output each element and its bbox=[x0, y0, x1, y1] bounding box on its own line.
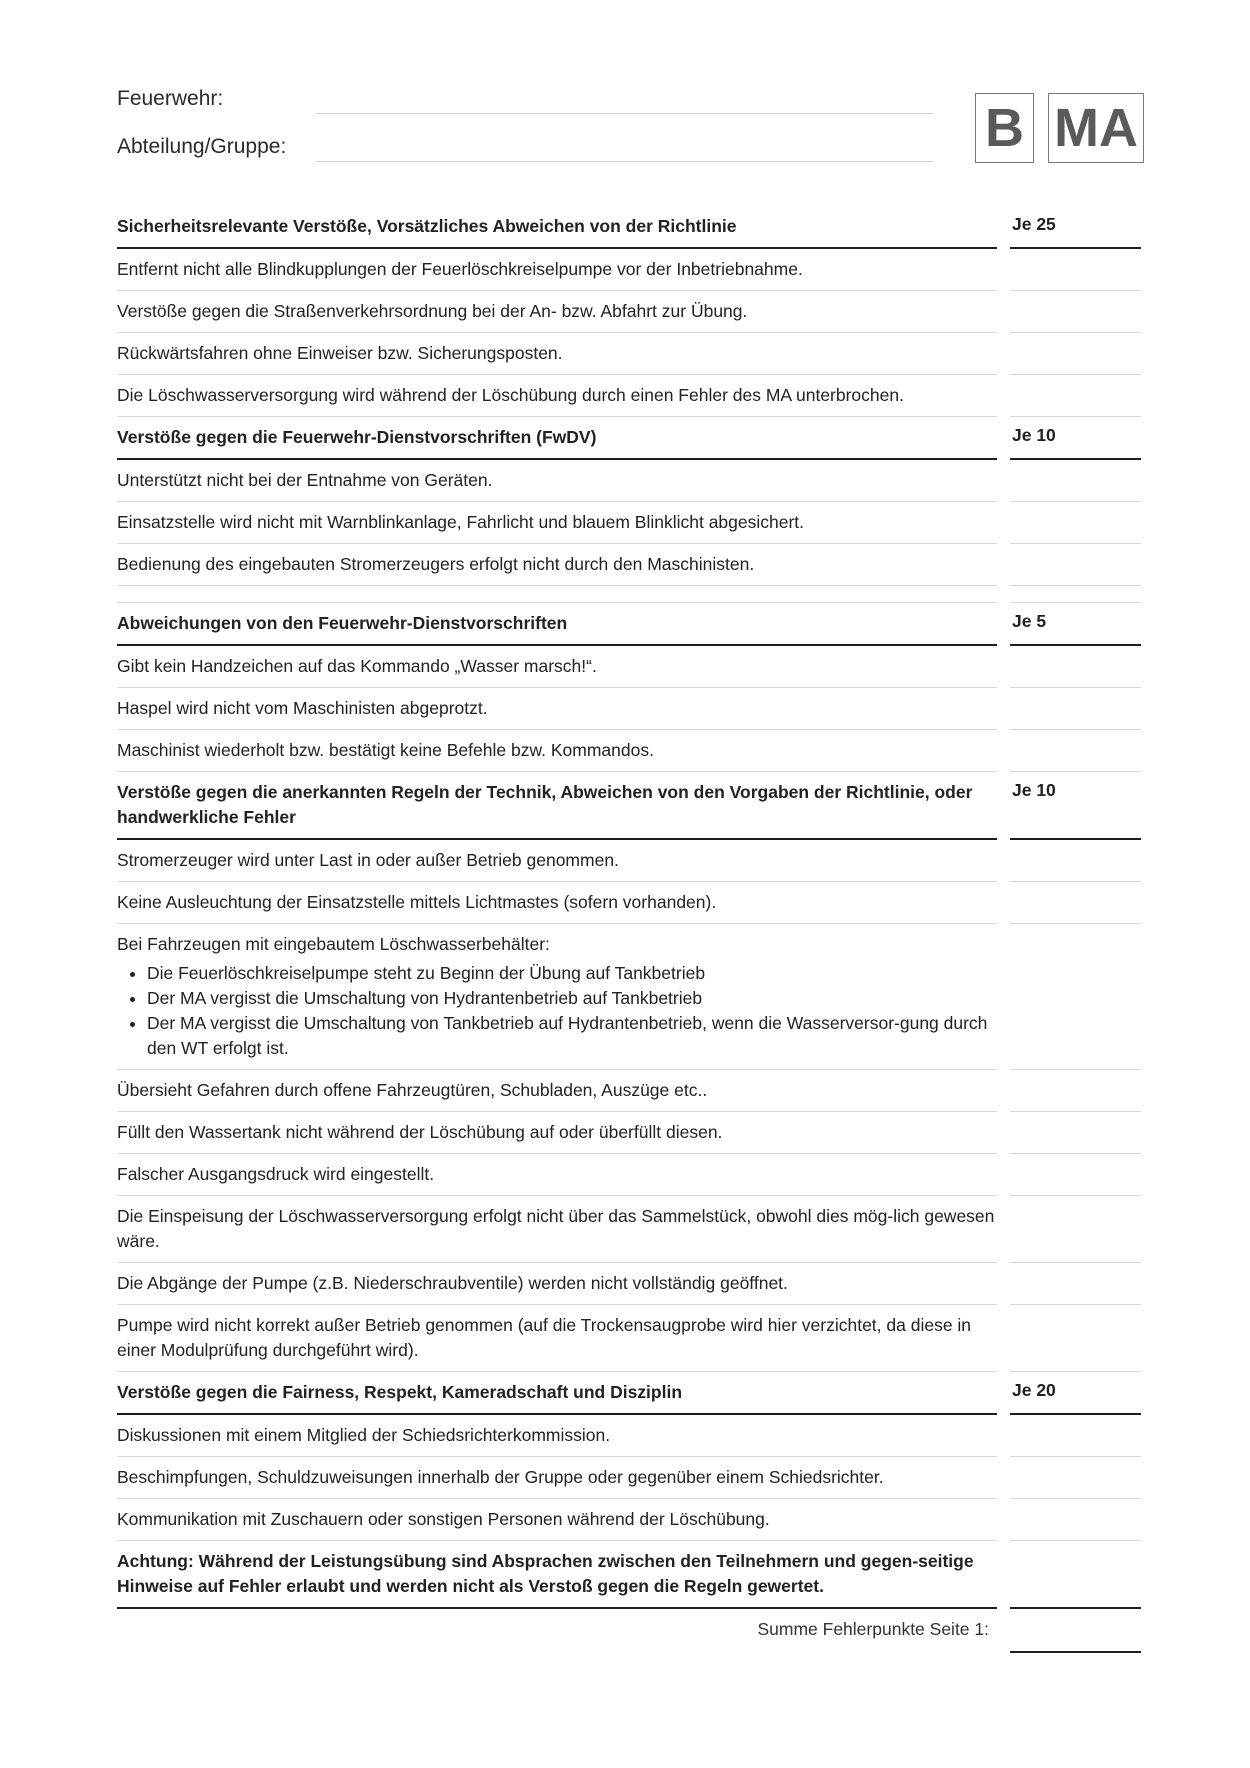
points-per-error: Je 5 bbox=[1012, 611, 1047, 631]
criterion-cell bbox=[117, 291, 997, 333]
group-field[interactable] bbox=[316, 161, 933, 162]
criterion-row bbox=[117, 460, 1141, 502]
criterion-row bbox=[117, 688, 1141, 730]
criterion-text: Stromerzeuger wird unter Last in oder außer Betrieb genommen. bbox=[117, 850, 619, 870]
points-header-cell bbox=[1010, 772, 1141, 840]
criterion-cell bbox=[117, 840, 997, 882]
criterion-row bbox=[117, 646, 1141, 688]
fire-department-field[interactable] bbox=[316, 113, 933, 114]
badge-ma: MA bbox=[1048, 93, 1144, 163]
points-header-cell bbox=[1010, 1372, 1141, 1415]
criterion-cell bbox=[117, 1263, 997, 1305]
criterion-text: Rückwärtsfahren ohne Einweiser bzw. Sicherungsposten. bbox=[117, 343, 563, 363]
bullet-item: • Der MA vergisst die Umschaltung von Hydrantenbetrieb auf Tankbetrieb bbox=[147, 986, 997, 1011]
section-header bbox=[117, 206, 1141, 249]
points-per-error: Je 10 bbox=[1012, 780, 1056, 800]
sum-row bbox=[117, 1609, 1141, 1653]
section-header bbox=[117, 417, 1141, 460]
bullet-item: • Die Feuerlöschkreiselpumpe steht zu Beginn der Übung auf Tankbetrieb bbox=[147, 961, 997, 986]
criterion-text: Die Abgänge der Pumpe (z.B. Niederschraubventile) werden nicht vollständig geöffnet. bbox=[117, 1273, 788, 1293]
criterion-text: Pumpe wird nicht korrekt außer Betrieb genommen (auf die Trockensaugprobe wird hier verzichtet, da diese in einer Modulprüfung durchgeführt wird). bbox=[117, 1315, 972, 1360]
criterion-text: Bedienung des eingebauten Stromerzeugers erfolgt nicht durch den Maschinisten. bbox=[117, 554, 755, 574]
error-points-field[interactable] bbox=[1010, 840, 1141, 882]
criterion-row bbox=[117, 249, 1141, 291]
criterion-text: Haspel wird nicht vom Maschinisten abgeprotzt. bbox=[117, 698, 488, 718]
criterion-row bbox=[117, 1415, 1141, 1457]
criterion-row bbox=[117, 1070, 1141, 1112]
section-header bbox=[117, 603, 1141, 646]
error-points-field[interactable] bbox=[1010, 375, 1141, 417]
criterion-row bbox=[117, 291, 1141, 333]
criterion-cell bbox=[117, 730, 997, 772]
criterion-row bbox=[117, 544, 1141, 586]
points-header-cell bbox=[1010, 206, 1141, 249]
note-cell bbox=[1010, 1541, 1141, 1609]
criterion-text: Füllt den Wassertank nicht während der Löschübung auf oder überfüllt diesen. bbox=[117, 1122, 723, 1142]
criterion-cell bbox=[117, 375, 997, 417]
criterion-text: Verstöße gegen die Straßenverkehrsordnung bei der An- bzw. Abfahrt zur Übung. bbox=[117, 301, 748, 321]
criterion-row bbox=[117, 1457, 1141, 1499]
criterion-cell bbox=[117, 249, 997, 291]
note-row bbox=[117, 1541, 1141, 1609]
bullet-item: • Der MA vergisst die Umschaltung von Tankbetrieb auf Hydrantenbetrieb, wenn die Wasserversor-gung durch den WT erfolgt ist. bbox=[147, 1011, 997, 1061]
criterion-cell bbox=[117, 544, 997, 586]
error-points-field[interactable] bbox=[1010, 882, 1141, 924]
criterion-text: Übersieht Gefahren durch offene Fahrzeugtüren, Schubladen, Auszüge etc.. bbox=[117, 1080, 708, 1100]
note-text: Achtung: Während der Leistungsübung sind Absprachen zwischen den Teilnehmern und gegen-seitige Hinweise auf Fehler erlaubt und werden nicht als Verstoß gegen die Regeln gewertet. bbox=[117, 1541, 997, 1609]
criterion-text: Maschinist wiederholt bzw. bestätigt keine Befehle bzw. Kommandos. bbox=[117, 740, 654, 760]
error-points-field[interactable] bbox=[1010, 1457, 1141, 1499]
sum-label: Summe Fehlerpunkte Seite 1: bbox=[757, 1619, 989, 1639]
criterion-text: Unterstützt nicht bei der Entnahme von Geräten. bbox=[117, 470, 493, 490]
error-points-field[interactable] bbox=[1010, 688, 1141, 730]
error-points-field[interactable] bbox=[1010, 730, 1141, 772]
error-points-field[interactable] bbox=[1010, 291, 1141, 333]
error-points-field[interactable] bbox=[1010, 1154, 1141, 1196]
error-points-field[interactable] bbox=[1010, 544, 1141, 586]
section-title: Abweichungen von den Feuerwehr-Dienstvorschriften bbox=[117, 603, 997, 646]
criterion-row bbox=[117, 1499, 1141, 1541]
criterion-cell bbox=[117, 1499, 997, 1541]
error-points-field[interactable] bbox=[1010, 1305, 1141, 1372]
sum-field[interactable] bbox=[1010, 1609, 1141, 1653]
criterion-row bbox=[117, 924, 1141, 1070]
points-per-error: Je 25 bbox=[1012, 214, 1056, 234]
section-header bbox=[117, 772, 1141, 840]
section-title: Verstöße gegen die Fairness, Respekt, Kameradschaft und Disziplin bbox=[117, 1372, 997, 1415]
criterion-cell bbox=[117, 1154, 997, 1196]
section-title: Verstöße gegen die Feuerwehr-Dienstvorschriften (FwDV) bbox=[117, 417, 997, 460]
criterion-row bbox=[117, 586, 1141, 603]
error-points-field[interactable] bbox=[1010, 586, 1141, 603]
error-points-form bbox=[117, 206, 1141, 1653]
criterion-text: Bei Fahrzeugen mit eingebautem Löschwasserbehälter: bbox=[117, 934, 550, 954]
criterion-text: Entfernt nicht alle Blindkupplungen der Feuerlöschkreiselpumpe vor der Inbetriebnahme. bbox=[117, 259, 803, 279]
criterion-row bbox=[117, 1263, 1141, 1305]
criterion-text: Die Löschwasserversorgung wird während der Löschübung durch einen Fehler des MA unterbrochen. bbox=[117, 385, 904, 405]
criterion-cell bbox=[117, 1070, 997, 1112]
criterion-text: Diskussionen mit einem Mitglied der Schiedsrichterkommission. bbox=[117, 1425, 611, 1445]
criterion-cell bbox=[117, 460, 997, 502]
criterion-cell bbox=[117, 1415, 997, 1457]
error-points-field[interactable] bbox=[1010, 1499, 1141, 1541]
points-per-error: Je 10 bbox=[1012, 425, 1056, 445]
error-points-field[interactable] bbox=[1010, 502, 1141, 544]
criterion-text: Kommunikation mit Zuschauern oder sonstigen Personen während der Löschübung. bbox=[117, 1509, 770, 1529]
criterion-row bbox=[117, 1154, 1141, 1196]
error-points-field[interactable] bbox=[1010, 1415, 1141, 1457]
error-points-field[interactable] bbox=[1010, 333, 1141, 375]
criterion-text: Falscher Ausgangsdruck wird eingestellt. bbox=[117, 1164, 435, 1184]
error-points-field[interactable] bbox=[1010, 1112, 1141, 1154]
criterion-row bbox=[117, 730, 1141, 772]
criterion-row bbox=[117, 1305, 1141, 1372]
error-points-field[interactable] bbox=[1010, 1263, 1141, 1305]
error-points-field[interactable] bbox=[1010, 646, 1141, 688]
section-title: Sicherheitsrelevante Verstöße, Vorsätzliches Abweichen von der Richtlinie bbox=[117, 206, 997, 249]
criterion-row bbox=[117, 502, 1141, 544]
criterion-cell bbox=[117, 1457, 997, 1499]
section-header bbox=[117, 1372, 1141, 1415]
criterion-text: Einsatzstelle wird nicht mit Warnblinkanlage, Fahrlicht und blauem Blinklicht abgesichert. bbox=[117, 512, 805, 532]
criterion-row bbox=[117, 333, 1141, 375]
criterion-text: Keine Ausleuchtung der Einsatzstelle mittels Lichtmastes (sofern vorhanden). bbox=[117, 892, 717, 912]
criterion-cell bbox=[117, 333, 997, 375]
criterion-row bbox=[117, 375, 1141, 417]
points-header-cell bbox=[1010, 417, 1141, 460]
criterion-cell bbox=[117, 1305, 997, 1372]
badge-b: B bbox=[975, 93, 1034, 163]
criterion-cell bbox=[117, 586, 997, 603]
criterion-cell bbox=[117, 882, 997, 924]
points-per-error: Je 20 bbox=[1012, 1380, 1056, 1400]
error-points-field[interactable] bbox=[1010, 924, 1141, 1070]
criterion-row bbox=[117, 1196, 1141, 1263]
criterion-cell bbox=[117, 1112, 997, 1154]
criterion-bullets bbox=[117, 961, 997, 1061]
criterion-text: Gibt kein Handzeichen auf das Kommando „Wasser marsch!“. bbox=[117, 656, 597, 676]
criterion-text: Beschimpfungen, Schuldzuweisungen innerhalb der Gruppe oder gegenüber einem Schiedsrichter. bbox=[117, 1467, 884, 1487]
error-points-field[interactable] bbox=[1010, 249, 1141, 291]
error-points-field[interactable] bbox=[1010, 460, 1141, 502]
points-header-cell bbox=[1010, 603, 1141, 646]
fire-department-label: Feuerwehr: bbox=[117, 87, 224, 110]
criterion-row bbox=[117, 882, 1141, 924]
criterion-cell bbox=[117, 924, 997, 1070]
section-title: Verstöße gegen die anerkannten Regeln der Technik, Abweichen von den Vorgaben der Richtlinie, oder handwerkliche Fehler bbox=[117, 772, 997, 840]
criterion-text: Die Einspeisung der Löschwasserversorgung erfolgt nicht über das Sammelstück, obwohl dies mög-lich gewesen wäre. bbox=[117, 1206, 995, 1251]
criterion-cell bbox=[117, 1196, 997, 1263]
error-points-field[interactable] bbox=[1010, 1070, 1141, 1112]
criterion-cell bbox=[117, 646, 997, 688]
criterion-cell bbox=[117, 502, 997, 544]
group-label: Abteilung/Gruppe: bbox=[117, 135, 287, 158]
error-points-field[interactable] bbox=[1010, 1196, 1141, 1263]
criterion-row bbox=[117, 840, 1141, 882]
criterion-row bbox=[117, 1112, 1141, 1154]
criterion-cell bbox=[117, 688, 997, 730]
